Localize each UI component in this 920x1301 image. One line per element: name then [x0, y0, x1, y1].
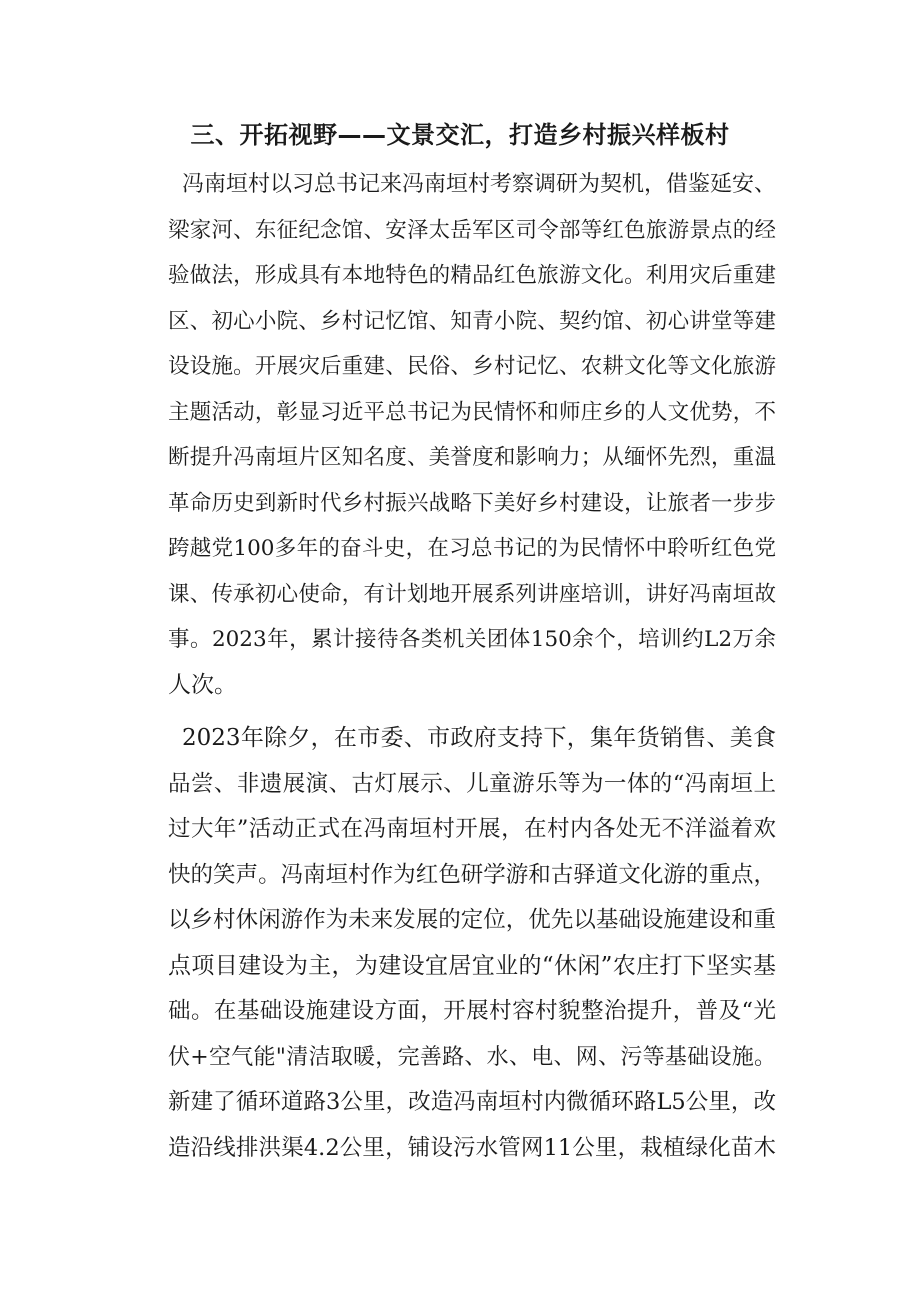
- paragraph-line: 梁家河、东征纪念馆、安泽太岳军区司令部等红色旅游景点的经: [168, 217, 776, 243]
- paragraph-line: 区、初心小院、乡村记忆馆、知青小院、契约馆、初心讲堂等建: [168, 308, 776, 334]
- paragraph-1: [168, 162, 776, 708]
- paragraph-line: 点项目建设为主，为建设宜居宜业的“休闲”农庄打下坚实基: [168, 952, 776, 979]
- section-heading: 三、开拓视野——文景交汇，打造乡村振兴样板村: [190, 121, 730, 149]
- paragraph-line: 快的笑声。冯南垣村作为红色研学游和古驿道文化游的重点，: [168, 861, 776, 888]
- paragraph-line: 验做法，形成具有本地特色的精品红色旅游文化。利用灾后重建: [168, 263, 776, 288]
- paragraph-line: 品尝、非遗展演、古灯展示、儿童游乐等为一体的“冯南垣上: [168, 770, 776, 797]
- paragraph-line: 人次。: [168, 671, 237, 698]
- paragraph-line: 设设施。开展灾后重建、民俗、乡村记忆、农耕文化等文化旅游: [168, 354, 776, 379]
- paragraph-line: 造沿线排洪渠4.2公里，铺设污水管网11公里，栽植绿化苗木: [168, 1134, 776, 1161]
- paragraph-line: 主题活动，彰显习近平总书记为民情怀和师庄乡的人文优势，不: [168, 399, 776, 425]
- paragraph-line: 跨越党100多年的奋斗史，在习总书记的为民情怀中聆听红色党: [168, 536, 776, 561]
- paragraph-line: 冯南垣村以习总书记来冯南垣村考察调研为契机，借鉴延安、: [182, 172, 777, 197]
- paragraph-line: 伏+空气能"清洁取暖，完善路、水、电、网、污等基础设施。: [168, 1044, 776, 1070]
- paragraph-line: 事。2023年，累计接待各类机关团体150余个，培训约L2万余: [168, 627, 776, 652]
- paragraph-line: 革命历史到新时代乡村振兴战略下美好乡村建设，让旅者一步步: [168, 490, 776, 516]
- paragraph-line: 2023年除夕，在市委、市政府支持下，集年货销售、美食: [182, 725, 776, 751]
- paragraph-line: 础。在基础设施建设方面，开展村容村貌整治提升，普及“光: [168, 998, 776, 1024]
- paragraph-line: 以乡村休闲游作为未来发展的定位，优先以基础设施建设和重: [168, 907, 776, 933]
- paragraph-2: [168, 716, 776, 1171]
- paragraph-line: 过大年”活动正式在冯南垣村开展，在村内各处无不洋溢着欢: [168, 816, 776, 842]
- paragraph-line: 新建了循环道路3公里，改造冯南垣村内微循环路L5公里，改: [168, 1089, 776, 1115]
- paragraph-line: 断提升冯南垣片区知名度、美誉度和影响力；从缅怀先烈，重温: [168, 445, 776, 470]
- paragraph-line: 课、传承初心使命，有计划地开展系列讲座培训，讲好冯南垣故: [168, 581, 776, 607]
